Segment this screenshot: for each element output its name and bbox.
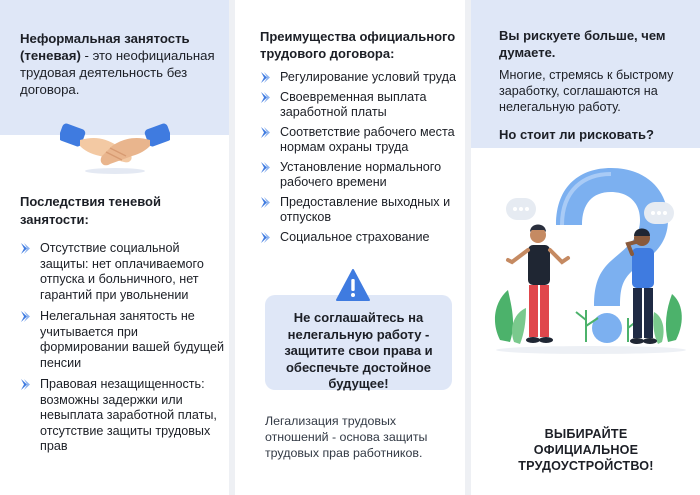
consequences-list: [20, 241, 225, 461]
list-item-text: Правовая незащищенность: возможны задержки или невыплата заработной платы, отсутствие защиты трудовых прав: [40, 377, 217, 453]
list-item-text: Социальное страхование: [280, 229, 430, 244]
handshake-icon: [60, 116, 170, 176]
list-item-text: Нелегальная занятость не учитывается при формировании вашей будущей пенсии: [40, 309, 225, 370]
risk-box: [471, 0, 700, 148]
advantages-title: Преимущества официального трудового договора:: [260, 29, 456, 61]
chevron-bullet-icon: [260, 232, 271, 243]
list-item: [260, 160, 465, 191]
panel-risk: [471, 0, 700, 495]
list-item-text: Регулирование условий труда: [280, 70, 456, 84]
intro-definition: - это неофициальная трудовая деятельность без договора.: [20, 48, 215, 97]
risk-heading: Вы рискуете больше, чем думаете.: [499, 28, 666, 60]
chevron-bullet-icon: [260, 127, 271, 138]
chevron-bullet-icon: [260, 92, 271, 103]
question-mark-illustration: [486, 150, 696, 365]
consequences-title: Последствия теневой занятости:: [20, 194, 161, 227]
warning-triangle-icon: [335, 268, 371, 302]
list-item: [260, 70, 465, 86]
panel-shadow-employment: [0, 0, 229, 495]
chevron-bullet-icon: [260, 72, 271, 83]
chevron-bullet-icon: [20, 311, 31, 322]
warning-text: Не соглашайтесь на нелегальную работу - защитите свои права и обеспечьте достойное будущее!: [284, 310, 433, 391]
list-item-text: Соответствие рабочего места нормам охраны труда: [280, 124, 455, 154]
list-item-text: Установление нормального рабочего времени: [280, 159, 442, 189]
list-item-text: Отсутствие социальной защиты: нет оплачиваемого отпуска и больничного, нет гарантий при увольнении: [40, 241, 204, 302]
chevron-bullet-icon: [260, 162, 271, 173]
list-item: [260, 90, 465, 121]
intro-box: [0, 0, 229, 135]
chevron-bullet-icon: [20, 243, 31, 254]
list-item-text: Предоставление выходных и отпусков: [280, 194, 451, 224]
list-item-text: Своевременная выплата заработной платы: [280, 89, 427, 119]
list-item: [20, 309, 225, 371]
list-item: [20, 241, 225, 303]
footer-note: Легализация трудовых отношений - основа защиты трудовых прав работников.: [265, 414, 428, 460]
risk-body: Многие, стремясь к быстрому заработку, соглашаются на нелегальную работу.: [499, 68, 674, 114]
intro-term: Неформальная занятость (теневая): [20, 31, 190, 63]
risk-question: Но стоит ли рисковать?: [499, 127, 654, 142]
warning-box: [265, 295, 452, 390]
list-item: [260, 195, 465, 226]
list-item: [20, 377, 225, 455]
panel-official-contract: [235, 0, 465, 495]
chevron-bullet-icon: [260, 197, 271, 208]
advantages-list: [260, 70, 465, 249]
cta-text: ВЫБИРАЙТЕ ОФИЦИАЛЬНОЕ ТРУДОУСТРОЙСТВО!: [518, 427, 654, 473]
chevron-bullet-icon: [20, 379, 31, 390]
list-item: [260, 230, 465, 246]
list-item: [260, 125, 465, 156]
